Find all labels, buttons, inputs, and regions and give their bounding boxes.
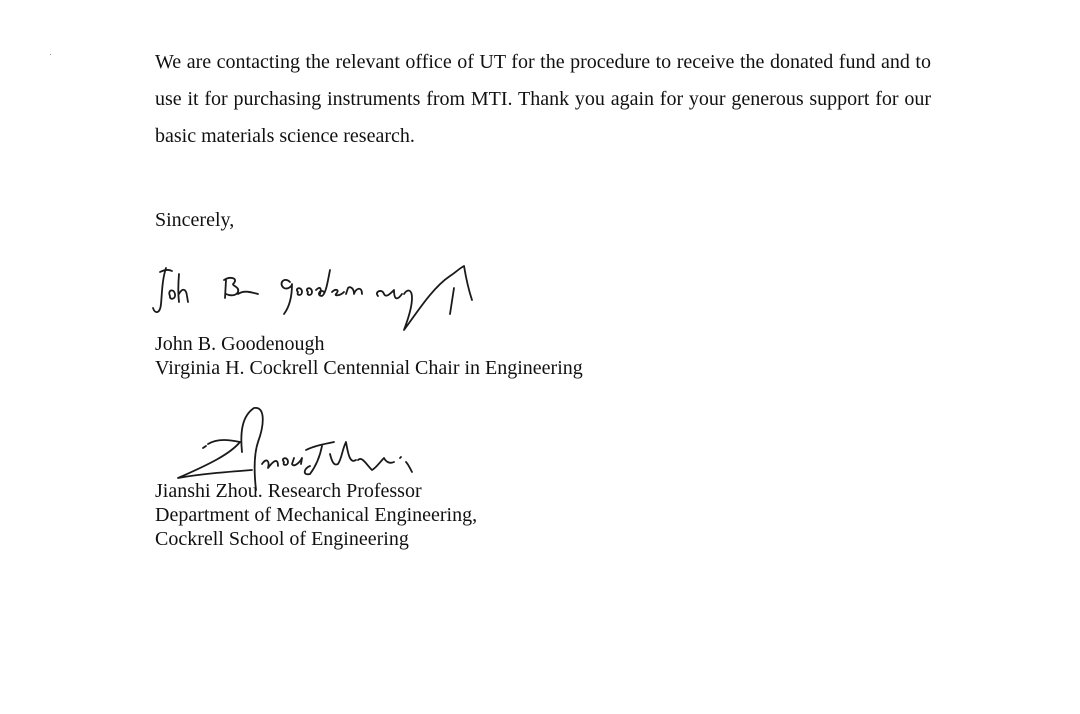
signatory-name: Jianshi Zhou. Research Professor <box>155 480 422 502</box>
signatory-title: Cockrell School of Engineering <box>155 528 409 550</box>
letter-body-paragraph: We are contacting the relevant office of UT for the procedure to receive the donated fund and to use it for purchasing instruments from MTI. Thank you again for your generous support for our basic materials science research. <box>155 51 931 147</box>
letter-closing: Sincerely, <box>155 209 235 231</box>
goodenough-signature <box>150 258 490 338</box>
signatory-name: John B. Goodenough <box>155 333 325 355</box>
signatory-goodenough <box>155 332 583 380</box>
scan-speck <box>50 54 51 55</box>
signatory-title: Virginia H. Cockrell Centennial Chair in Engineering <box>155 357 583 379</box>
signatory-title: Department of Mechanical Engineering, <box>155 504 478 526</box>
signatory-zhou <box>155 479 477 551</box>
